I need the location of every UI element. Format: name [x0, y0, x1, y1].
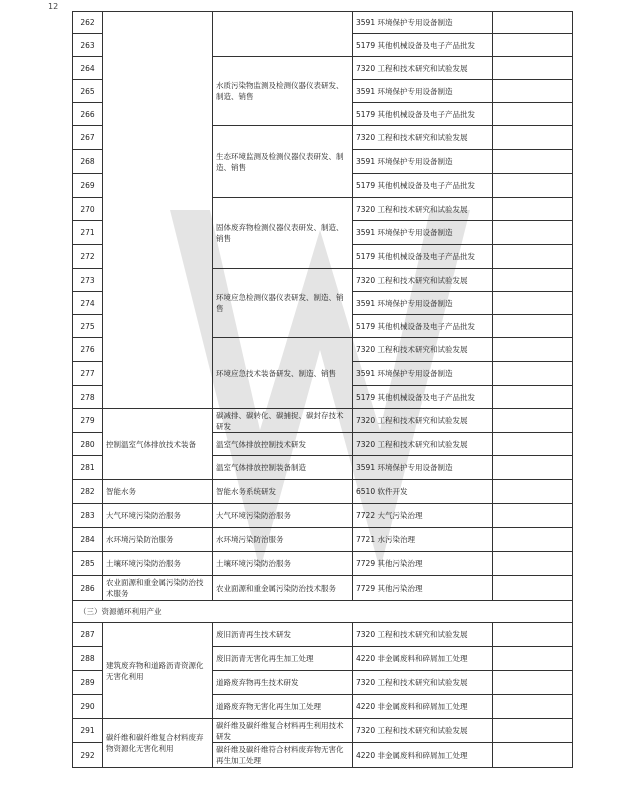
category-cell: 农业面源和重金属污染防治技术服务	[103, 576, 213, 601]
category-cell: 建筑废弃物和道路沥青资源化无害化利用	[103, 623, 213, 719]
subcategory-cell: 大气环境污染防治服务	[213, 504, 353, 528]
category-cell: 智能水务	[103, 480, 213, 504]
remark-cell	[493, 198, 573, 221]
industry-cell: 3591 环境保护专用设备制造	[353, 456, 493, 480]
industry-cell: 5179 其他机械设备及电子产品批发	[353, 315, 493, 338]
industry-cell: 3591 环境保护专用设备制造	[353, 80, 493, 103]
row-number: 278	[73, 386, 103, 409]
row-number: 263	[73, 34, 103, 57]
table-row	[73, 576, 573, 601]
remark-cell	[493, 433, 573, 456]
row-number: 266	[73, 103, 103, 126]
row-number: 284	[73, 528, 103, 552]
industry-cell: 7320 工程和技术研究和试验发展	[353, 623, 493, 647]
row-number: 267	[73, 126, 103, 150]
category-cell: 大气环境污染防治服务	[103, 504, 213, 528]
remark-cell	[493, 671, 573, 695]
subcategory-cell: 水环境污染防治服务	[213, 528, 353, 552]
row-number: 286	[73, 576, 103, 601]
page-number: 12	[48, 2, 59, 11]
category-cell	[103, 12, 213, 409]
table-row	[73, 528, 573, 552]
industry-cell: 7729 其他污染治理	[353, 576, 493, 601]
remark-cell	[493, 126, 573, 150]
remark-cell	[493, 174, 573, 198]
subcategory-cell: 碳减排、碳转化、碳捕捉、碳封存技术研发	[213, 409, 353, 433]
category-cell: 土壤环境污染防治服务	[103, 552, 213, 576]
industry-cell: 3591 环境保护专用设备制造	[353, 12, 493, 34]
industry-cell: 3591 环境保护专用设备制造	[353, 221, 493, 245]
subcategory-cell: 环境应急技术装备研发、制造、销售	[213, 338, 353, 409]
table-row	[73, 719, 573, 743]
remark-cell	[493, 245, 573, 269]
remark-cell	[493, 221, 573, 245]
section-row	[73, 601, 573, 623]
industry-cell: 7721 水污染治理	[353, 528, 493, 552]
table-row	[73, 12, 573, 34]
subcategory-cell	[213, 12, 353, 57]
subcategory-cell: 智能水务系统研发	[213, 480, 353, 504]
remark-cell	[493, 315, 573, 338]
industry-cell: 7320 工程和技术研究和试验发展	[353, 57, 493, 80]
industry-cell: 7722 大气污染治理	[353, 504, 493, 528]
subcategory-cell: 农业面源和重金属污染防治技术服务	[213, 576, 353, 601]
remark-cell	[493, 504, 573, 528]
table-row	[73, 409, 573, 433]
remark-cell	[493, 103, 573, 126]
row-number: 288	[73, 647, 103, 671]
subcategory-cell: 固体废弃物检测仪器仪表研发、制造、销售	[213, 198, 353, 269]
industry-cell: 7320 工程和技术研究和试验发展	[353, 338, 493, 362]
row-number: 276	[73, 338, 103, 362]
remark-cell	[493, 386, 573, 409]
remark-cell	[493, 150, 573, 174]
row-number: 287	[73, 623, 103, 647]
subcategory-cell: 碳纤维及碳纤维符合材料废弃物无害化再生加工处理	[213, 743, 353, 768]
remark-cell	[493, 57, 573, 80]
industry-cell: 4220 非金属废料和碎屑加工处理	[353, 743, 493, 768]
remark-cell	[493, 623, 573, 647]
row-number: 281	[73, 456, 103, 480]
remark-cell	[493, 480, 573, 504]
industry-cell: 7320 工程和技术研究和试验发展	[353, 269, 493, 292]
subcategory-cell: 碳纤维及碳纤维复合材料再生利用技术研发	[213, 719, 353, 743]
row-number: 277	[73, 362, 103, 386]
remark-cell	[493, 695, 573, 719]
industry-cell: 7320 工程和技术研究和试验发展	[353, 126, 493, 150]
row-number: 264	[73, 57, 103, 80]
row-number: 271	[73, 221, 103, 245]
remark-cell	[493, 12, 573, 34]
remark-cell	[493, 576, 573, 601]
row-number: 292	[73, 743, 103, 768]
industry-cell: 7729 其他污染治理	[353, 552, 493, 576]
remark-cell	[493, 80, 573, 103]
remark-cell	[493, 362, 573, 386]
row-number: 272	[73, 245, 103, 269]
industry-cell: 7320 工程和技术研究和试验发展	[353, 719, 493, 743]
remark-cell	[493, 34, 573, 57]
row-number: 285	[73, 552, 103, 576]
subcategory-cell: 环境应急检测仪器仪表研发、制造、销售	[213, 269, 353, 338]
industry-cell: 3591 环境保护专用设备制造	[353, 150, 493, 174]
row-number: 274	[73, 292, 103, 315]
category-cell: 控制温室气体排放技术装备	[103, 409, 213, 480]
row-number: 268	[73, 150, 103, 174]
row-number: 262	[73, 12, 103, 34]
section-title: （三）资源循环利用产业	[73, 601, 573, 623]
remark-cell	[493, 269, 573, 292]
row-number: 282	[73, 480, 103, 504]
remark-cell	[493, 409, 573, 433]
industry-cell: 5179 其他机械设备及电子产品批发	[353, 174, 493, 198]
industry-cell: 7320 工程和技术研究和试验发展	[353, 671, 493, 695]
remark-cell	[493, 743, 573, 768]
table-row	[73, 552, 573, 576]
subcategory-cell: 道路废弃物无害化再生加工处理	[213, 695, 353, 719]
row-number: 270	[73, 198, 103, 221]
subcategory-cell: 废旧沥青无害化再生加工处理	[213, 647, 353, 671]
industry-cell: 4220 非金属废料和碎屑加工处理	[353, 647, 493, 671]
remark-cell	[493, 528, 573, 552]
industry-cell: 6510 软件开发	[353, 480, 493, 504]
category-cell: 水环境污染防治服务	[103, 528, 213, 552]
industry-cell: 5179 其他机械设备及电子产品批发	[353, 103, 493, 126]
row-number: 290	[73, 695, 103, 719]
row-number: 283	[73, 504, 103, 528]
remark-cell	[493, 552, 573, 576]
row-number: 275	[73, 315, 103, 338]
industry-cell: 4220 非金属废料和碎屑加工处理	[353, 695, 493, 719]
row-number: 291	[73, 719, 103, 743]
remark-cell	[493, 456, 573, 480]
row-number: 280	[73, 433, 103, 456]
industry-cell: 5179 其他机械设备及电子产品批发	[353, 245, 493, 269]
industry-cell: 5179 其他机械设备及电子产品批发	[353, 386, 493, 409]
row-number: 289	[73, 671, 103, 695]
table-row	[73, 623, 573, 647]
industry-cell: 7320 工程和技术研究和试验发展	[353, 409, 493, 433]
industry-cell: 7320 工程和技术研究和试验发展	[353, 198, 493, 221]
subcategory-cell: 道路废弃物再生技术研发	[213, 671, 353, 695]
table-row	[73, 504, 573, 528]
subcategory-cell: 水质污染物监测及检测仪器仪表研发、制造、销售	[213, 57, 353, 126]
remark-cell	[493, 292, 573, 315]
subcategory-cell: 温室气体排放控制技术研发	[213, 433, 353, 456]
industry-cell: 3591 环境保护专用设备制造	[353, 292, 493, 315]
table-row	[73, 480, 573, 504]
subcategory-cell: 土壤环境污染防治服务	[213, 552, 353, 576]
industry-cell: 5179 其他机械设备及电子产品批发	[353, 34, 493, 57]
industry-cell: 7320 工程和技术研究和试验发展	[353, 433, 493, 456]
subcategory-cell: 废旧沥青再生技术研发	[213, 623, 353, 647]
industry-cell: 3591 环境保护专用设备制造	[353, 362, 493, 386]
category-cell: 碳纤维和碳纤维复合材料废弃物资源化无害化利用	[103, 719, 213, 768]
subcategory-cell: 温室气体排放控制装备制造	[213, 456, 353, 480]
catalog-table	[72, 11, 573, 768]
remark-cell	[493, 719, 573, 743]
row-number: 269	[73, 174, 103, 198]
remark-cell	[493, 338, 573, 362]
row-number: 273	[73, 269, 103, 292]
row-number: 279	[73, 409, 103, 433]
subcategory-cell: 生态环境监测及检测仪器仪表研发、制造、销售	[213, 126, 353, 198]
row-number: 265	[73, 80, 103, 103]
remark-cell	[493, 647, 573, 671]
